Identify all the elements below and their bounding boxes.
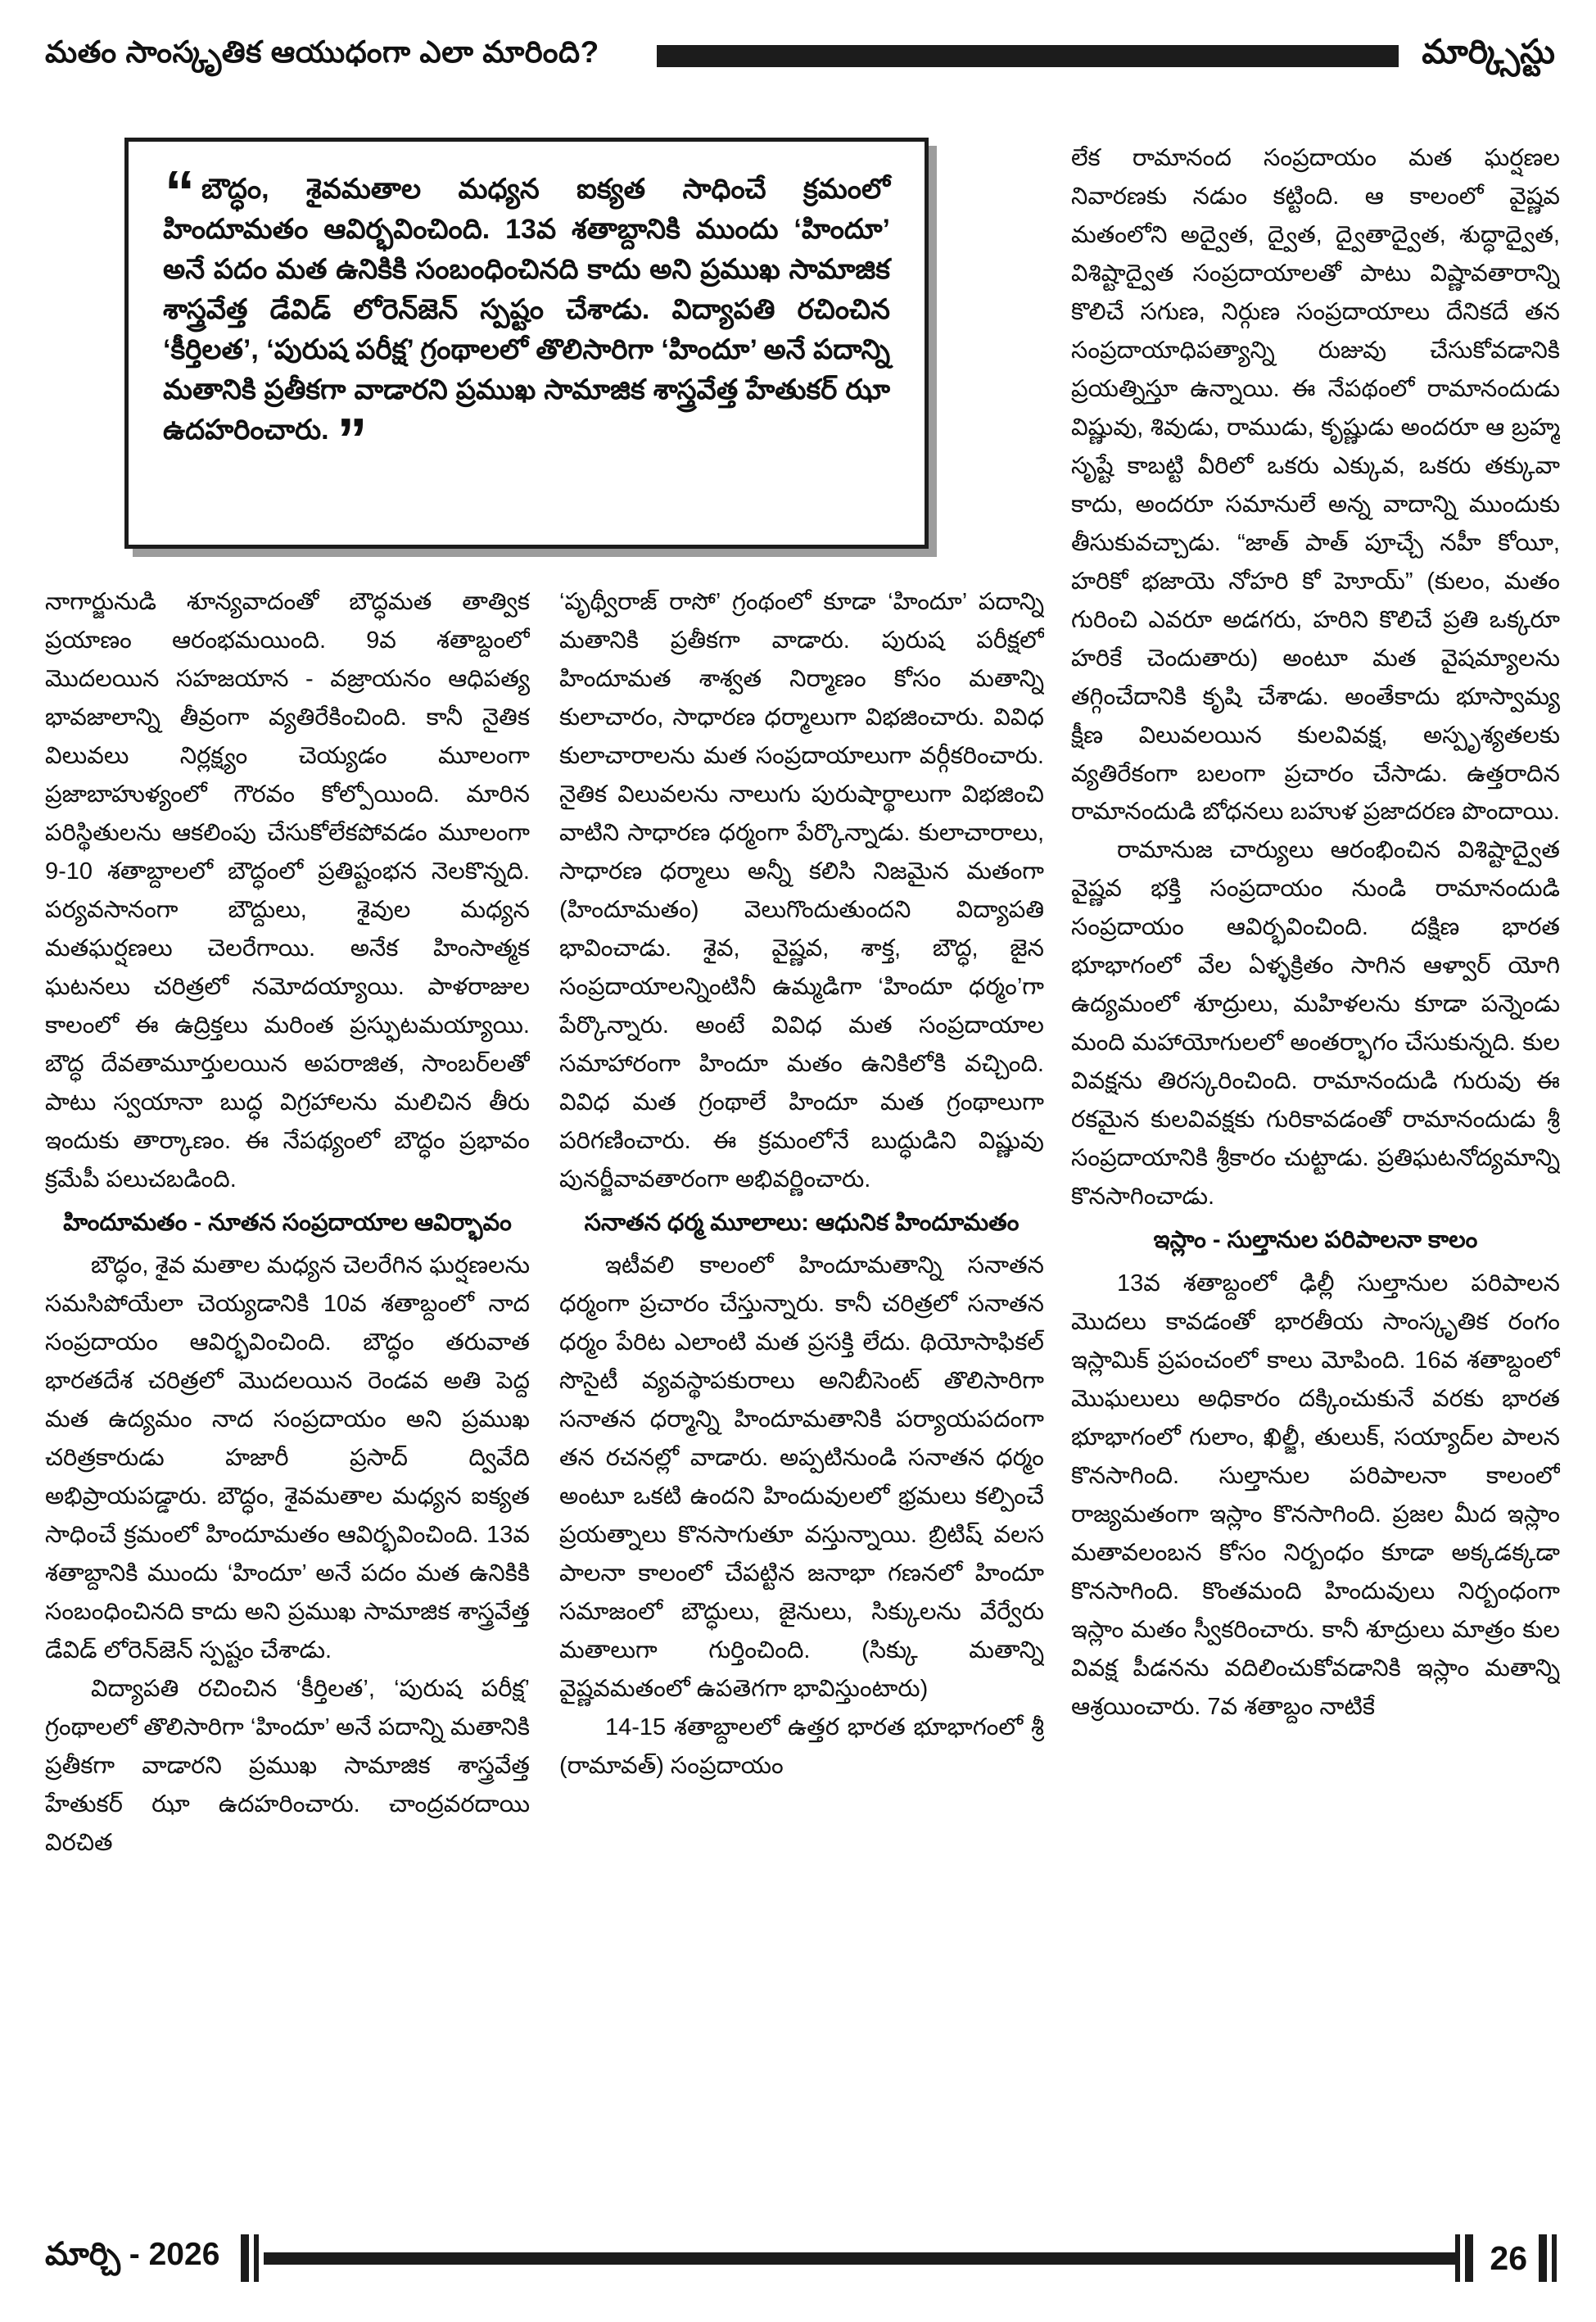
paragraph: 13వ శతాబ్దంలో ఢిల్లీ సుల్తానుల పరిపాలన మొదలు కావడంతో భారతీయ సాంస్కృతిక రంగం ఇస్లామిక్ ప్రపంచంలో కాలు మోపింది. 16వ శతాబ్దంలో మొఘలులు అధికారం దక్కించుకునే వరకు భారత భూభాగంలో గులాం, ఖిల్జీ, తులుక్, సయ్యాద్‌ల పాలన కొనసాగింది. సుల్తానుల పరిపాలనా కాలంలో రాజ్యమతంగా ఇస్లాం కొనసాగింది. ప్రజల మీద ఇస్లాం మతావలంబన కోసం నిర్బంధం కూడా అక్కడక్కడా కొనసాగింది. కొంతమంది హిందువులు నిర్బంధంగా ఇస్లాం మతం స్వీకరించారు. కానీ శూద్రులు మాత్రం కుల వివక్ష పీడనను వదిలించుకోవడానికి ఇస్లాం మతాన్ని ఆశ్రయించారు. 7వ శతాబ్దం నాటికే xyxy=(1071,1270,1560,1720)
open-quote-icon: “ xyxy=(165,158,195,226)
section-heading: సనాతన ధర్మ మూలాలు: ఆధునిక హిందూమతం xyxy=(584,1209,1020,1236)
pull-quote-text: బౌద్ధం, శైవమతాల మధ్యన ఐక్యత సాధించే క్రమంలో హిందూమతం ఆవిర్భవించింది. 13వ శతాబ్దానికి ముందు ‘హిందూ’ అనే పదం మత ఉనికికి సంబంధించినది కాదు అని ప్రముఖ సామాజిక శాస్త్రవేత్త డేవిడ్ లోరెన్‌జెన్ స్పష్టం చేశాడు. విద్యాపతి రచించిన ‘కీర్తిలత’, ‘పురుష పరీక్ష’ గ్రంథాలలో తొలిసారిగా ‘హిందూ’ అనే పదాన్ని మతానికి ప్రతీకగా వాడారని ప్రముఖ సామాజిక శాస్త్రవేత్త హేతుకర్ ఝా ఉదహరించారు. xyxy=(163,174,890,446)
pull-quote-box xyxy=(124,138,929,549)
section-heading: ఇస్లాం - సుల్తానుల పరిపాలనా కాలం xyxy=(1153,1227,1478,1254)
paragraph: ఇటీవలి కాలంలో హిందూమతాన్ని సనాతన ధర్మంగా ప్రచారం చేస్తున్నారు. కానీ చరిత్రలో సనాతన ధర్మం పేరిట ఎలాంటి మత ప్రసక్తి లేదు. థియోసాఫికల్ సొసైటీ వ్యవస్థాపకురాలు అనిబీసెంట్ తొలిసారిగా సనాతన ధర్మాన్ని హిందూమతానికి పర్యాయపదంగా తన రచనల్లో వాడారు. అప్పటినుండి సనాతన ధర్మం అంటూ ఒకటి ఉందని హిందువులలో భ్రమలు కల్పించే ప్రయత్నాలు కొనసాగుతూ వస్తున్నాయి. బ్రిటిష్ వలస పాలనా కాలంలో చేపట్టిన జనాభా గణనలో హిందూ సమాజంలో బౌద్ధులు, జైనులు, సిక్కులను వేర్వేరు మతాలుగా గుర్తించింది. (సిక్కు మతాన్ని వైష్ణవమతంలో ఉపతెగగా భావిస్తుంటారు) xyxy=(559,1252,1044,1703)
footer-bars-mid xyxy=(1455,2234,1478,2282)
paragraph: ‘పృథ్వీరాజ్ రాసో’ గ్రంథంలో కూడా ‘హిందూ’ పదాన్ని మతానికి ప్రతీకగా వాడారు. పురుష పరీక్షలో హిందూమత శాశ్వత నిర్మాణం కోసం మతాన్ని కులాచారం, సాధారణ ధర్మాలుగా విభజించారు. వివిధ కులాచారాలను మత సంప్రదాయాలుగా వర్గీకరించారు. నైతిక విలువలను నాలుగు పురుషార్థాలుగా విభజించి వాటిని సాధారణ ధర్మంగా పేర్కొన్నాడు. కులాచారాలు, సాధారణ ధర్మాలు అన్నీ కలిసి నిజమైన మతంగా (హిందూమతం) వెలుగొందుతుందని విద్యాపతి భావించాడు. శైవ, వైష్ణవ, శాక్త, బౌద్ధ, జైన సంప్రదాయాలన్నింటినీ ఉమ్మడిగా ‘హిందూ ధర్మం’గా పేర్కొన్నారు. అంటే వివిధ మత సంప్రదాయాల సమాహారంగా హిందూ మతం ఉనికిలోకి వచ్చింది. వివిధ మత గ్రంథాలే హిందూ మత గ్రంథాలుగా పరిగణించారు. ఈ క్రమంలోనే బుద్ధుడిని విష్ణువు పునర్జీవావతారంగా అభివర్ణించారు. xyxy=(559,589,1044,1193)
footer-bars-right xyxy=(1539,2234,1562,2282)
article-title: మతం సాంస్కృతిక ఆయుధంగా ఎలా మారింది? xyxy=(45,35,599,69)
article-column-1 xyxy=(45,583,530,2228)
paragraph: నాగార్జునుడి శూన్యవాదంతో బౌద్ధమత తాత్విక ప్రయాణం ఆరంభమయింది. 9వ శతాబ్దంలో మొదలయిన సహజయాన - వజ్రాయనం ఆధిపత్య భావజాలాన్ని తీవ్రంగా వ్యతిరేకించింది. కానీ నైతిక విలువలు నిర్లక్ష్యం చెయ్యడం మూలంగా ప్రజాబాహుళ్యంలో గౌరవం కోల్పోయింది. మారిన పరిస్థితులను ఆకలింపు చేసుకోలేకపోవడం మూలంగా 9-10 శతాబ్దాలలో బౌద్ధంలో ప్రతిష్టంభన నెలకొన్నది. పర్యవసానంగా బౌద్దులు, శైవుల మధ్యన మతఘర్షణలు చెలరేగాయి. అనేక హింసాత్మక ఘటనలు చరిత్రలో నమోదయ్యాయి. పాళరాజుల కాలంలో ఈ ఉద్రిక్తలు మరింత ప్రస్ఫుటమయ్యాయి. బౌద్ధ దేవతామూర్తులయిన అపరాజిత, సాంబర్‌లతో పాటు స్వయానా బుద్ధ విగ్రహాలను మలిచిన తీరు ఇందుకు తార్కాణం. ఈ నేపథ్యంలో బౌద్ధం ప్రభావం క్రమేపీ పలుచబడింది. xyxy=(45,589,530,1193)
article-column-3 xyxy=(1071,139,1560,2228)
close-quote-icon: ” xyxy=(337,405,368,473)
paragraph: 14-15 శతాబ్దాలలో ఉత్తర భారత భూభాగంలో శ్రీ (రామావత్) సంప్రదాయం xyxy=(559,1714,1044,1780)
masthead-title: మార్క్సిస్టు xyxy=(1422,33,1555,70)
section-heading: హిందూమతం - నూతన సంప్రదాయాల ఆవిర్భావం xyxy=(63,1209,512,1236)
paragraph: లేక రామానంద సంప్రదాయం మత ఘర్షణల నివారణకు నడుం కట్టింది. ఆ కాలంలో వైష్ణవ మతంలోని అద్వైత, ద్వైత, ద్వైతాద్వైత, శుద్ధాద్వైత, విశిష్టాద్వైత సంప్రదాయాలతో పాటు విష్ణావతారాన్ని కొలిచే సగుణ, నిర్గుణ సంప్రదాయాలు దేనికదే తన సంప్రదాయాధిపత్యాన్ని రుజువు చేసుకోవడానికి ప్రయత్నిస్తూ ఉన్నాయి. ఈ నేపథంలో రామానందుడు విష్ణువు, శివుడు, రాముడు, కృష్ణుడు అందరూ ఆ బ్రహ్మ సృష్టే కాబట్టి వీరిలో ఒకరు ఎక్కువ, ఒకరు తక్కువా కాదు, అందరూ సమానులే అన్న వాదాన్ని ముందుకు తీసుకువచ్చాడు. “జాత్ పాత్ పూచ్చే నహీ కోయీ, హరికో భజాయె నోహరి కో హెూయ్” (కులం, మతం గురించి ఎవరూ అడగరు, హరిని కొలిచే ప్రతి ఒక్కరూ హరికే చెందుతారు) అంటూ మత వైషమ్యాలను తగ్గించేదానికి కృషి చేశాడు. అంతేకాదు భూస్వామ్య క్షీణ విలువలయిన కులవివక్ష, అస్పృశ్యతలకు వ్యతిరేకంగా బలంగా ప్రచారం చేసాడు. ఉత్తరాదిన రామానందుడి బోధనలు బహుళ ప్రజాదరణ పొందాయి. xyxy=(1071,145,1560,826)
article-column-2 xyxy=(559,583,1044,2228)
footer-page-number: 26 xyxy=(1490,2238,1527,2277)
footer-bars-left xyxy=(241,2234,264,2282)
page-footer xyxy=(45,2234,1562,2283)
page-header xyxy=(45,33,1555,79)
header-rule xyxy=(657,45,1399,67)
paragraph: బౌద్ధం, శైవ మతాల మధ్యన చెలరేగిన ఘర్షణలను సమసిపోయేలా చెయ్యడానికి 10వ శతాబ్దంలో నాద సంప్రదాయం ఆవిర్భవించింది. బౌద్ధం తరువాత భారతదేశ చరిత్రలో మొదలయిన రెండవ అతి పెద్ద మత ఉద్యమం నాద సంప్రదాయం అని ప్రముఖ చరిత్రకారుడు హజారీ ప్రసాద్ ద్వివేది అభిప్రాయపడ్డారు. బౌద్ధం, శైవమతాల మధ్యన ఐక్యత సాధించే క్రమంలో హిందూమతం ఆవిర్భవించింది. 13వ శతాబ్దానికి ముందు ‘హిందూ’ అనే పదం మత ఉనికికి సంబంధించినది కాదు అని ప్రముఖ సామాజిక శాస్త్రవేత్త డేవిడ్ లోరెన్‌జెన్ స్పష్టం చేశాడు. xyxy=(45,1252,530,1664)
footer-rule xyxy=(264,2252,1455,2265)
paragraph: విద్యాపతి రచించిన ‘కీర్తిలత’, ‘పురుష పరీక్ష’ గ్రంథాలలో తొలిసారిగా ‘హిందూ’ అనే పదాన్ని మతానికి ప్రతీకగా వాడారని ప్రముఖ సామాజిక శాస్త్రవేత్త హేతుకర్ ఝా ఉదహరించారు. చాంద్రవరదాయి విరచిత xyxy=(45,1676,530,1856)
paragraph: రామానుజ చార్యులు ఆరంభించిన విశిష్టాద్వైత వైష్ణవ భక్తి సంప్రదాయం నుండి రామానందుడి సంప్రదాయం ఆవిర్భవించింది. దక్షిణ భారత భూభాగంలో వేల ఏళ్ళక్రితం సాగిన ఆళ్వార్ యోగి ఉద్యమంలో శూద్రులు, మహిళలను కూడా పన్నెండు మంది మహాయోగులలో అంతర్భాగం చేసుకున్నది. కుల వివక్షను తిరస్కరించింది. రామానందుడి గురువు ఈ రకమైన కులవివక్షకు గురికావడంతో రామానందుడు శ్రీ సంప్రదాయానికి శ్రీకారం చుట్టాడు. ప్రతిఘటనోద్యమాన్ని కొనసాగించాడు. xyxy=(1071,837,1560,1211)
footer-issue-date: మార్చి - 2026 xyxy=(45,2236,220,2272)
